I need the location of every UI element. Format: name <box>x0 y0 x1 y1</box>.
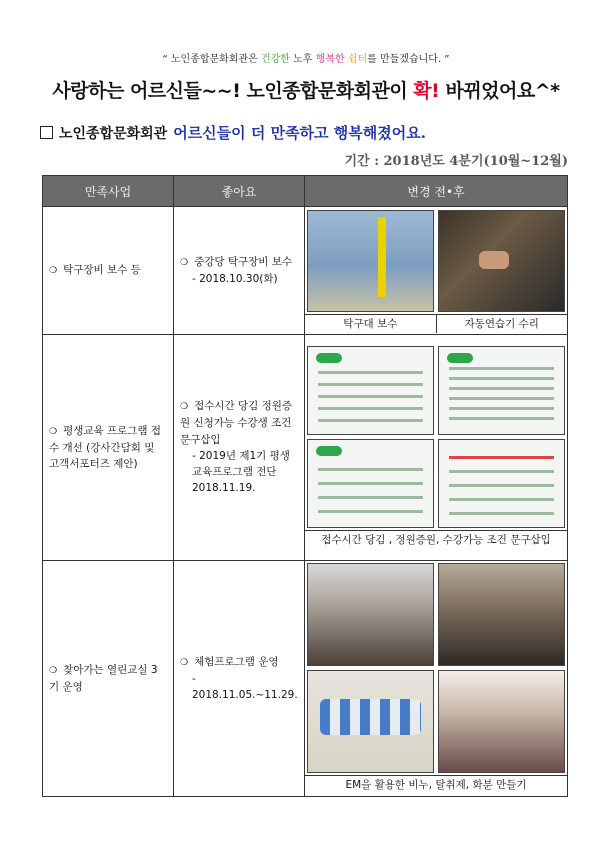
good-detail: - 2018.11.05.~11.29. <box>192 672 298 701</box>
photo-flyer-after-1 <box>438 346 565 435</box>
good-cell <box>174 335 305 561</box>
section-label: 노인종합문화회관 <box>59 126 168 142</box>
photo-flyer-before-2 <box>307 439 434 528</box>
good-title: ❍ 접수시간 당김 정원증원 신청가능 수강생 조건 문구삽입 <box>180 398 298 447</box>
good-detail: - 2019년 제1기 평생교육프로그램 전단 2018.11.19. <box>192 449 290 495</box>
photo-flyer-before-1 <box>307 346 434 435</box>
project-cell <box>43 561 174 797</box>
headline-accent: 확! <box>413 80 440 102</box>
photo-table-repair <box>307 210 434 312</box>
header-good: 좋아요 <box>174 176 305 207</box>
improvement-table <box>42 175 568 797</box>
caption-table-repair: 탁구대 보수 <box>343 318 398 330</box>
good-title: ❍ 체험프로그램 운영 <box>180 654 298 671</box>
page-title <box>0 76 612 103</box>
slogan-word-rest: 쉼터 <box>347 54 368 65</box>
slogan <box>0 50 612 65</box>
caption-experience: EM을 활용한 비누, 탈취제, 화분 만들기 <box>305 775 567 795</box>
table-row <box>43 561 568 797</box>
checkbox-square-icon <box>40 126 53 139</box>
table-row <box>43 335 568 561</box>
good-cell <box>174 207 305 335</box>
photo-machine-repair <box>438 210 565 312</box>
slogan-sep: 노후 <box>289 54 316 65</box>
period-label: 기간 : 2018년도 4분기(10월~12월) <box>344 154 568 169</box>
good-title: ❍ 중강당 탁구장비 보수 <box>180 254 298 271</box>
photo-cell <box>305 207 568 335</box>
project-name: ❍ 탁구장비 보수 등 <box>49 264 141 276</box>
good-cell <box>174 561 305 797</box>
slogan-prefix: “ 노인종합문화회관은 <box>162 54 261 65</box>
headline-suffix: 바뀌었어요^* <box>439 80 560 102</box>
caption-flyer: 접수시간 당김 , 정원증원, 수강가능 조건 문구삽입 <box>305 530 567 550</box>
caption-machine-repair: 자동연습기 수리 <box>436 315 568 333</box>
photo-class-3 <box>438 670 565 773</box>
project-name: ❍ 찾아가는 열린교실 3기 운영 <box>49 664 158 693</box>
good-detail: - 2018.10.30(화) <box>192 272 278 285</box>
photo-class-2 <box>438 563 565 666</box>
section-title <box>40 122 426 143</box>
headline-text: 사랑하는 어르신들~~! 노인종합문화회관이 <box>52 80 414 102</box>
project-name: ❍ 평생교육 프로그램 접수 개선 (강사간담회 및 고객서포터즈 제안) <box>49 425 161 470</box>
project-cell <box>43 335 174 561</box>
photo-flyer-after-2 <box>438 439 565 528</box>
slogan-word-healthy: 건강한 <box>260 54 290 65</box>
header-change: 변경 전•후 <box>305 176 568 207</box>
slogan-word-happy: 행복한 <box>315 54 345 65</box>
photo-class-1 <box>307 563 434 666</box>
photo-cell <box>305 335 568 561</box>
table-header-row <box>43 176 568 207</box>
photo-craft <box>307 670 434 773</box>
photo-cell <box>305 561 568 797</box>
section-highlight: 어르신들이 더 만족하고 행복해졌어요. <box>173 124 426 142</box>
header-project: 만족사업 <box>43 176 174 207</box>
table-row <box>43 207 568 335</box>
slogan-suffix: 를 만들겠습니다. ” <box>367 54 450 65</box>
project-cell <box>43 207 174 335</box>
